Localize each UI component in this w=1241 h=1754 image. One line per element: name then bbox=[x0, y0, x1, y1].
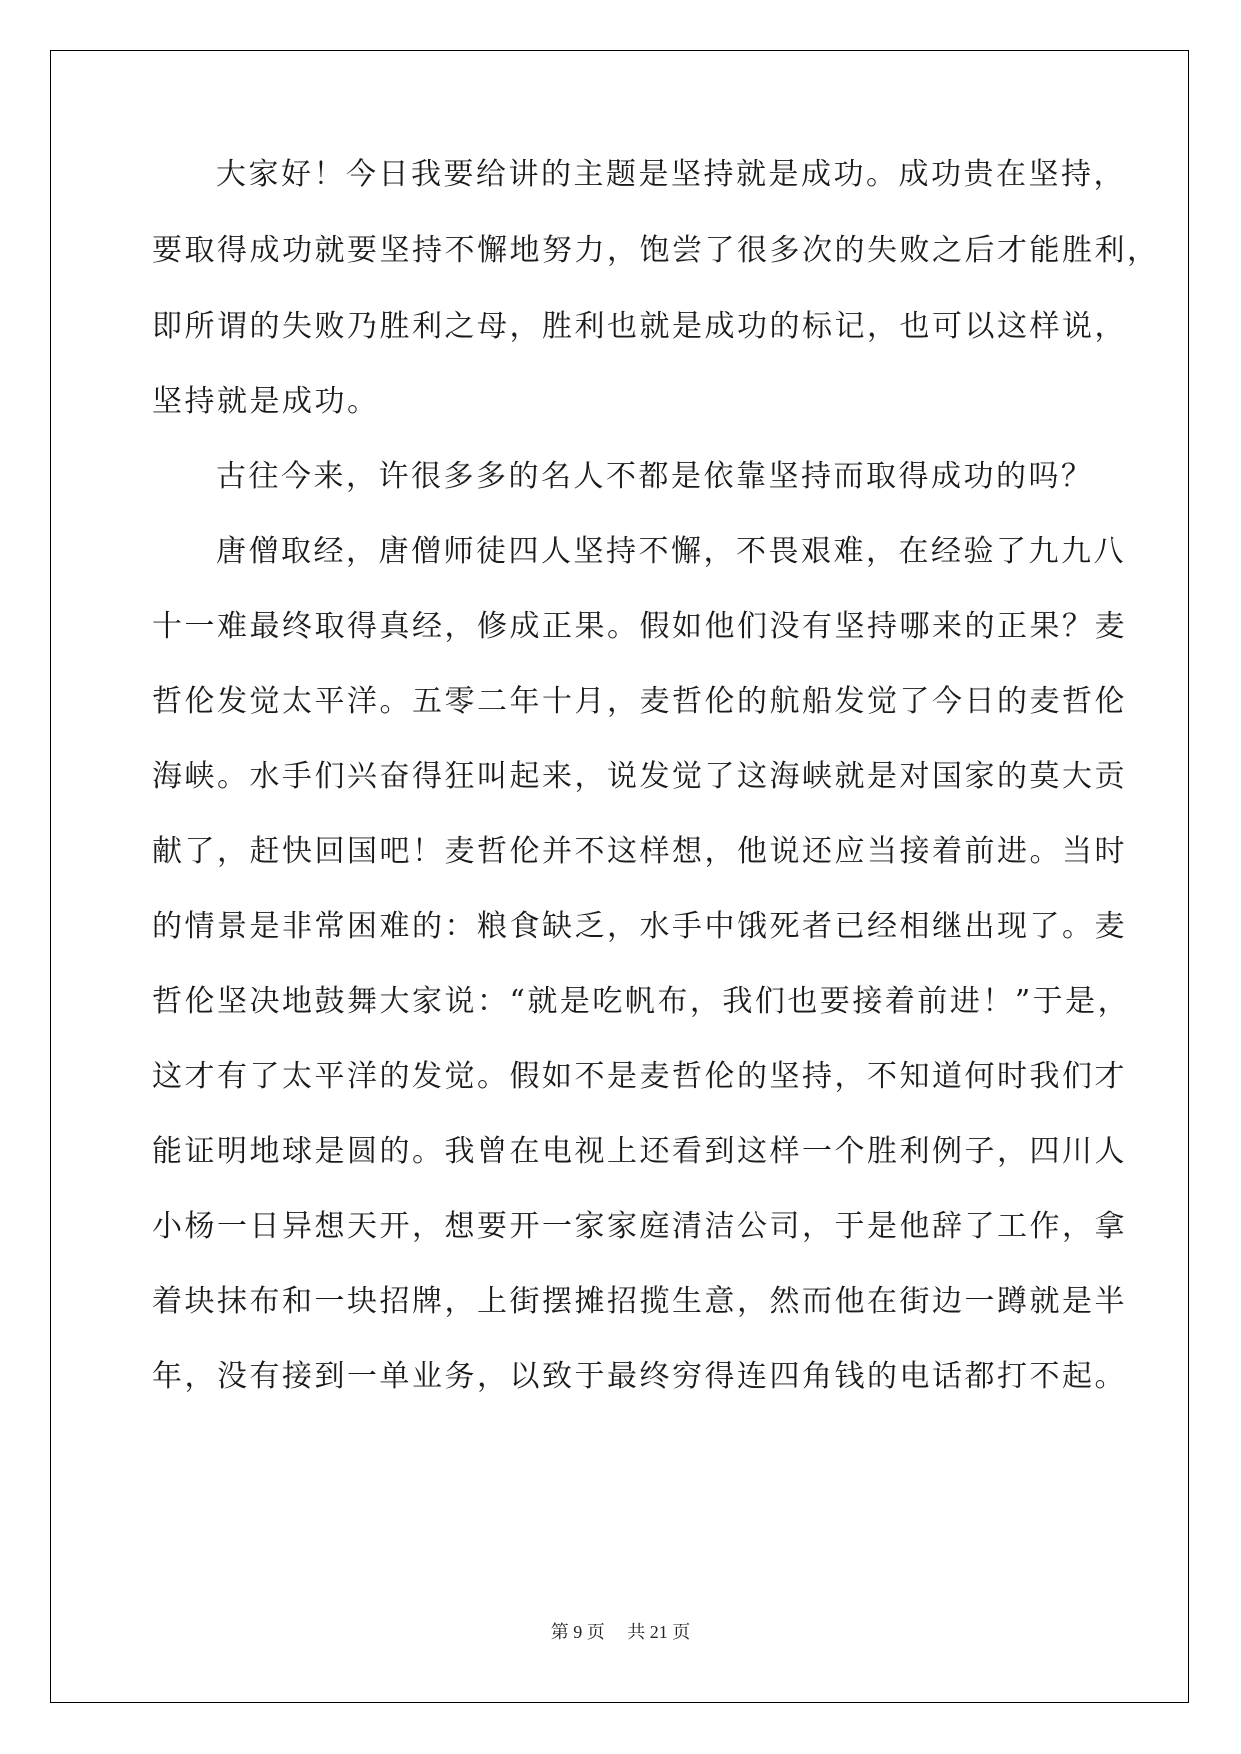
text-line: 坚持就是成功。 bbox=[152, 384, 380, 419]
text-line: 海峡。水手们兴奋得狂叫起来，说发觉了这海峡就是对国家的莫大贡 bbox=[152, 759, 1127, 794]
text-line: 能证明地球是圆的。我曾在电视上还看到这样一个胜利例子，四川人 bbox=[152, 1134, 1127, 1169]
text-line: 小杨一日异想天开，想要开一家家庭清洁公司，于是他辞了工作，拿 bbox=[152, 1209, 1127, 1244]
text-line: 年，没有接到一单业务，以致于最终穷得连四角钱的电话都打不起。 bbox=[152, 1359, 1127, 1394]
text-line: 这才有了太平洋的发觉。假如不是麦哲伦的坚持，不知道何时我们才 bbox=[152, 1059, 1127, 1094]
page-border bbox=[50, 50, 1189, 1703]
text-line: 哲伦发觉太平洋。五零二年十月，麦哲伦的航船发觉了今日的麦哲伦 bbox=[152, 684, 1127, 719]
text-line: 十一难最终取得真经，修成正果。假如他们没有坚持哪来的正果？麦 bbox=[152, 609, 1127, 644]
text-line: 大家好！今日我要给讲的主题是坚持就是成功。成功贵在坚持， bbox=[216, 157, 1126, 192]
text-line: 献了，赶快回国吧！麦哲伦并不这样想，他说还应当接着前进。当时 bbox=[152, 834, 1127, 869]
text-line: 着块抹布和一块招牌，上街摆摊招揽生意，然而他在街边一蹲就是半 bbox=[152, 1284, 1127, 1319]
page-total: 共 21 页 bbox=[627, 1622, 691, 1642]
text-line: 的情景是非常困难的：粮食缺乏，水手中饿死者已经相继出现了。麦 bbox=[152, 909, 1127, 944]
text-line: 哲伦坚决地鼓舞大家说：“就是吃帆布，我们也要接着前进！”于是， bbox=[152, 984, 1131, 1019]
page-footer bbox=[0, 1618, 1241, 1644]
page-number: 第 9 页 bbox=[550, 1622, 605, 1642]
text-line: 唐僧取经，唐僧师徒四人坚持不懈，不畏艰难，在经验了九九八 bbox=[216, 534, 1126, 569]
text-line: 即所谓的失败乃胜利之母，胜利也就是成功的标记，也可以这样说， bbox=[152, 309, 1127, 344]
text-line: 古往今来，许很多多的名人不都是依靠坚持而取得成功的吗？ bbox=[216, 459, 1094, 494]
text-line: 要取得成功就要坚持不懈地努力，饱尝了很多次的失败之后才能胜利， bbox=[152, 233, 1160, 268]
